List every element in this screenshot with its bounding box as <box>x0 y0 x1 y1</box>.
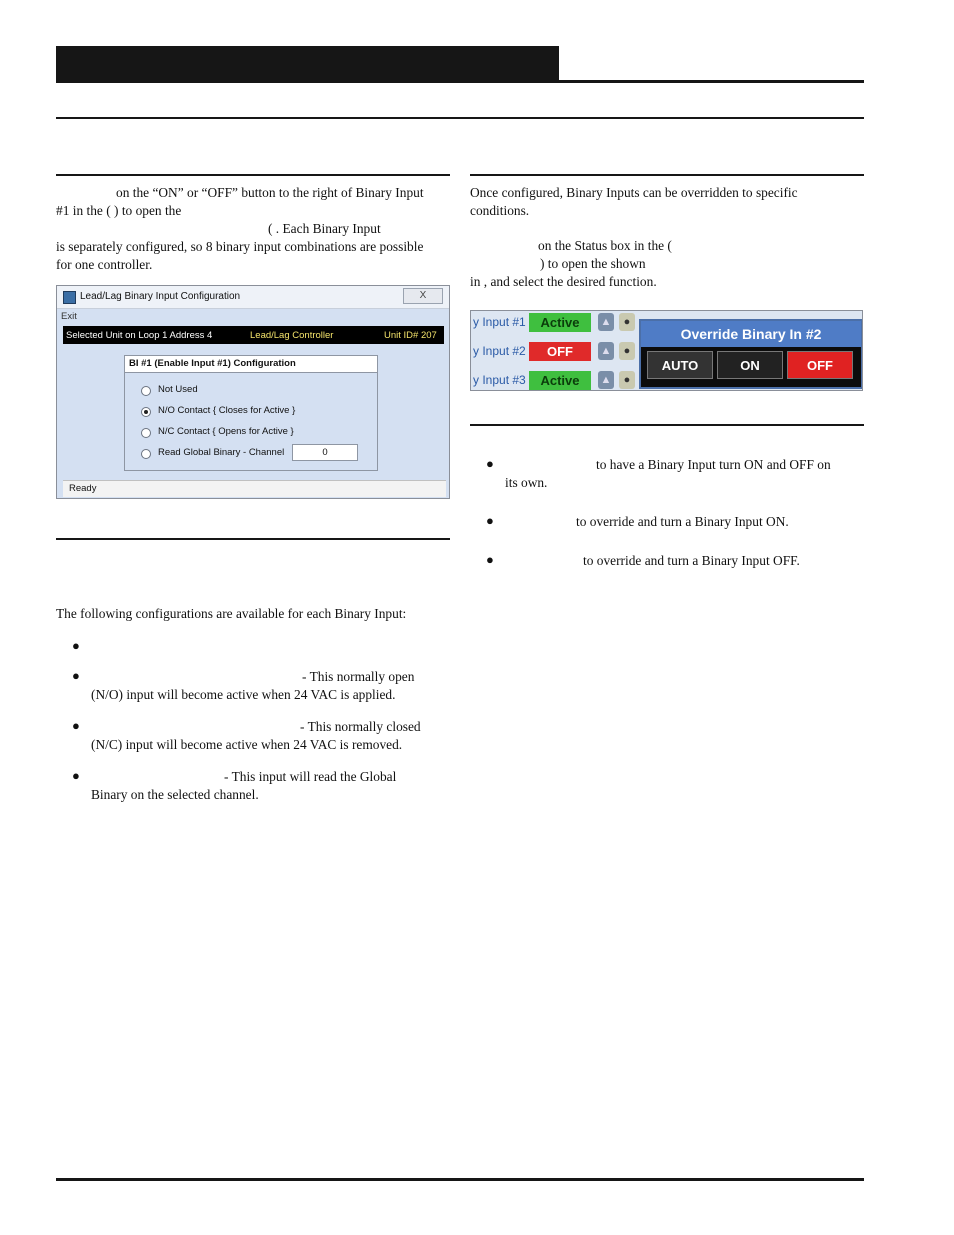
footer-rule <box>56 1178 864 1181</box>
off-button[interactable]: OFF <box>787 351 853 379</box>
radio-read-global-binary[interactable] <box>141 449 151 459</box>
option-label: Read Global Binary - Channel <box>158 447 285 458</box>
binary-input-label: y Input #3 <box>473 373 526 387</box>
binary-input-3-status[interactable]: Active <box>529 371 591 390</box>
configs-intro: The following configurations are available for each Binary Input: <box>56 606 407 621</box>
right-instruction-paragraph: on the Status box in the ( ) to open the shown in , and select the desired function. <box>470 238 672 289</box>
binary-input-label: y Input #1 <box>473 315 526 329</box>
radio-no-contact[interactable] <box>141 407 151 417</box>
bullet-dot: ● <box>486 552 494 567</box>
config-bullet-3: ● - This normally closed (N/C) input will become active when 24 VAC is removed. <box>72 718 421 752</box>
alarm-bell-icon[interactable]: ▲ <box>598 371 614 389</box>
status-controller-type: Lead/Lag Controller <box>250 330 334 341</box>
binary-input-2-status[interactable]: OFF <box>529 342 591 361</box>
bullet-dot: ● <box>72 718 80 733</box>
override-binary-panel <box>470 310 863 391</box>
on-button[interactable]: ON <box>717 351 783 379</box>
bi-config-group <box>124 355 378 471</box>
override-bullet-auto: ● to have a Binary Input turn ON and OFF on its own. <box>486 456 831 490</box>
binary-input-1-status[interactable]: Active <box>529 313 591 332</box>
left-intro-paragraph: on the “ON” or “OFF” button to the right of Binary Input #1 in the ( ) to open the ( . Each Binary Input is separately configured, so 8 binary input combinations are possible for one controller. <box>56 185 424 272</box>
radio-not-used[interactable] <box>141 386 151 396</box>
right-top-rule <box>470 174 864 176</box>
header-bar <box>56 46 559 81</box>
status-unit-id: Unit ID# 207 <box>384 330 437 341</box>
config-bullet-4: ● - This input will read the Global Binary on the selected channel. <box>72 768 397 802</box>
light-bulb-icon[interactable]: ● <box>619 313 635 331</box>
header-rule <box>56 80 864 83</box>
bullet-dot: ● <box>486 456 494 471</box>
override-bullet-on: ● to override and turn a Binary Input ON. <box>486 513 789 529</box>
unit-status-bar <box>63 326 444 344</box>
override-popup-title: Override Binary In #2 <box>641 321 861 347</box>
channel-input[interactable]: 0 <box>292 444 358 461</box>
bullet-dot: ● <box>72 668 80 683</box>
config-bullet-2: ● - This normally open (N/O) input will become active when 24 VAC is applied. <box>72 668 415 702</box>
option-label: N/O Contact { Closes for Active } <box>158 405 296 416</box>
alarm-bell-icon[interactable]: ▲ <box>598 313 614 331</box>
menu-exit[interactable]: Exit <box>61 311 77 322</box>
radio-nc-contact[interactable] <box>141 428 151 438</box>
bullet-dot: ● <box>72 768 80 783</box>
alarm-bell-icon[interactable]: ▲ <box>598 342 614 360</box>
light-bulb-icon[interactable]: ● <box>619 342 635 360</box>
override-bullet-off: ● to override and turn a Binary Input OFF. <box>486 552 800 568</box>
section-rule <box>56 117 864 119</box>
close-icon[interactable]: X <box>403 288 443 304</box>
override-popup <box>639 319 863 389</box>
dialog-titlebar <box>57 286 449 309</box>
status-unit-location: Selected Unit on Loop 1 Address 4 <box>66 330 213 341</box>
dialog-title: Lead/Lag Binary Input Configuration <box>80 291 241 302</box>
light-bulb-icon[interactable]: ● <box>619 371 635 389</box>
group-title: BI #1 (Enable Input #1) Configuration <box>125 356 377 373</box>
left-top-rule <box>56 174 450 176</box>
right-intro-paragraph: Once configured, Binary Inputs can be overridden to specific conditions. <box>470 185 798 218</box>
left-mid-rule <box>56 538 450 540</box>
binary-input-label: y Input #2 <box>473 344 526 358</box>
app-icon <box>63 291 76 304</box>
option-label: Not Used <box>158 384 198 395</box>
binary-input-config-dialog <box>56 285 450 499</box>
auto-button[interactable]: AUTO <box>647 351 713 379</box>
bullet-dot: ● <box>486 513 494 528</box>
right-mid-rule <box>470 424 864 426</box>
bullet-dot: ● <box>72 638 80 653</box>
option-label: N/C Contact { Opens for Active } <box>158 426 294 437</box>
dialog-status-footer: Ready <box>63 480 446 497</box>
